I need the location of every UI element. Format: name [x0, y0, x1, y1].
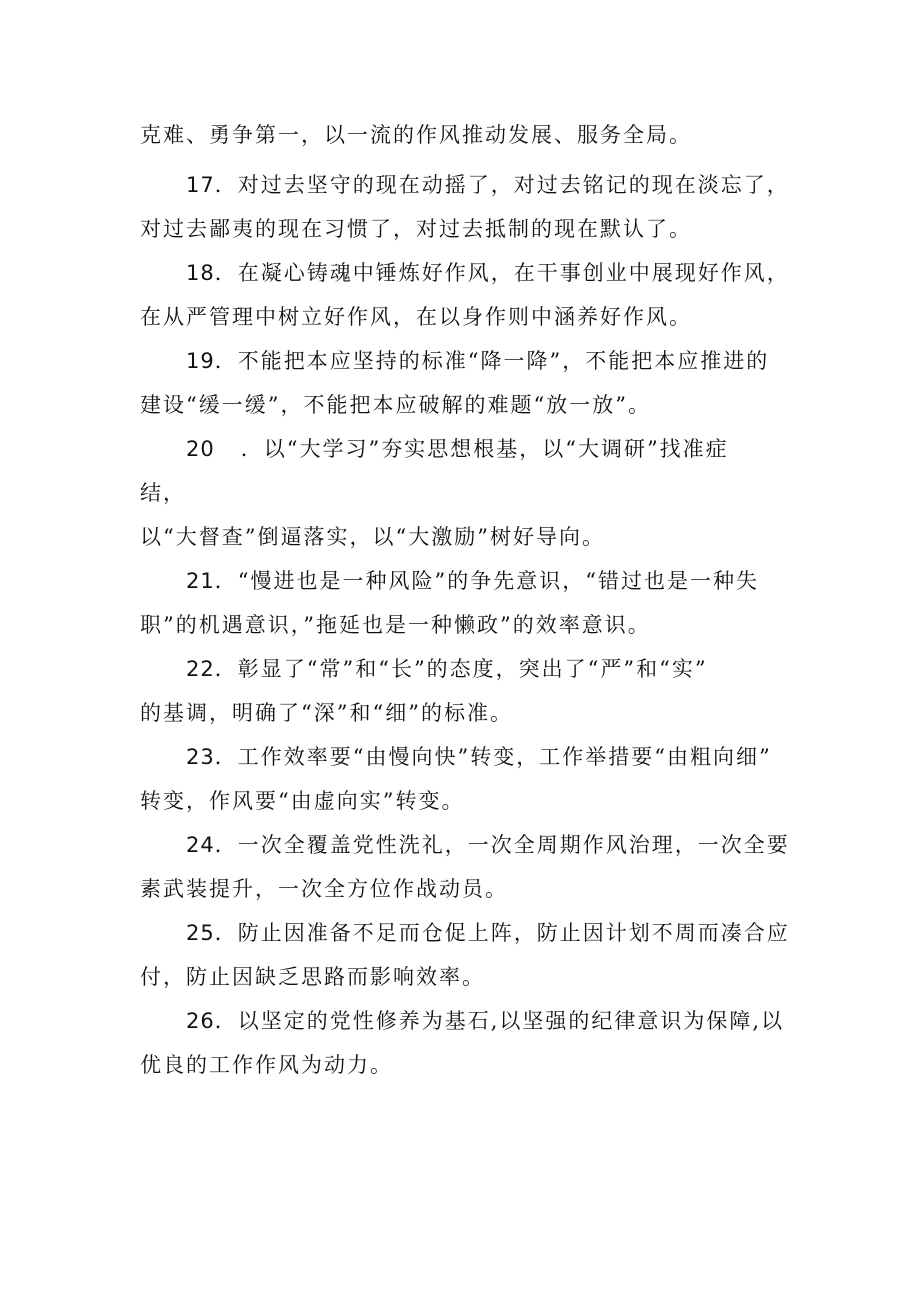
line-text: 素武装提升，一次全方位作战动员。	[140, 877, 508, 901]
line-text: 优良的工作作风为动力。	[140, 1053, 393, 1077]
item-21-line-1	[186, 566, 759, 596]
line-text: 的基调，明确了“深”和“细”的标准。	[140, 701, 513, 725]
item-25-line-1	[186, 918, 790, 948]
item-18-line-2	[140, 302, 692, 332]
line-text: ．工作效率要“由慢向快”转变，工作举措要“由粗向细”	[214, 745, 772, 769]
item-20-line-3	[140, 522, 605, 552]
item-number: 23	[186, 745, 215, 769]
item-number: 26	[186, 1009, 215, 1033]
line-text: ．以“大学习”夯实思想根基，以“大调研”找准症	[240, 437, 729, 461]
line-text: ．“慢进也是一种风险”的争先意识，“错过也是一种失	[214, 569, 759, 593]
item-25-line-2	[140, 962, 485, 992]
item-19-line-2	[140, 390, 651, 420]
item-number: 20	[186, 437, 215, 461]
item-number: 25	[186, 921, 215, 945]
line-1	[140, 120, 692, 150]
line-text: ．彰显了“常”和“长”的态度，突出了“严”和“实”	[214, 657, 708, 681]
item-number: 19	[186, 349, 215, 373]
line-text: ．以坚定的党性修养为基石,以坚强的纪律意识为保障,以	[214, 1009, 785, 1033]
line-text: 建设“缓一缓”，不能把本应破解的难题“放一放”。	[140, 393, 651, 417]
item-22-line-1	[186, 654, 708, 684]
item-18-line-1	[186, 258, 790, 288]
line-text: 职”的机遇意识，”拖延也是一种懒政”的效率意识。	[140, 613, 651, 637]
line-text: 转变，作风要“由虚向实”转变。	[140, 789, 465, 813]
item-22-line-2	[140, 698, 513, 728]
line-text: 结，	[140, 481, 186, 505]
line-text: 克难、勇争第一，以一流的作风推动发展、服务全局。	[140, 123, 692, 147]
line-text: 对过去鄙夷的现在习惯了，对过去抵制的现在默认了。	[140, 217, 692, 241]
item-number: 24	[186, 833, 215, 857]
item-19-line-1	[186, 346, 769, 376]
line-text: ．不能把本应坚持的标准“降一降”，不能把本应推进的	[214, 349, 770, 373]
item-21-line-2	[140, 610, 651, 640]
item-number: 21	[186, 569, 215, 593]
item-20-line-1	[186, 434, 729, 464]
line-text: 付，防止因缺乏思路而影响效率。	[140, 965, 485, 989]
line-text: ．对过去坚守的现在动摇了，对过去铭记的现在淡忘了，	[214, 173, 790, 197]
line-text: 以“大督查”倒逼落实，以“大激励”树好导向。	[140, 525, 605, 549]
item-23-line-1	[186, 742, 772, 772]
item-23-line-2	[140, 786, 464, 816]
item-17-line-1	[186, 170, 790, 200]
item-26-line-2	[140, 1050, 393, 1080]
item-number: 18	[186, 261, 215, 285]
item-24-line-1	[186, 830, 790, 860]
line-text: ．一次全覆盖党性洗礼，一次全周期作风治理，一次全要	[214, 833, 790, 857]
item-26-line-1	[186, 1006, 784, 1036]
item-20-line-2	[140, 478, 186, 508]
item-24-line-2	[140, 874, 508, 904]
item-number: 17	[186, 173, 215, 197]
item-17-line-2	[140, 214, 692, 244]
item-number: 22	[186, 657, 215, 681]
line-text: ．防止因准备不足而仓促上阵，防止因计划不周而凑合应	[214, 921, 790, 945]
line-text: 在从严管理中树立好作风，在以身作则中涵养好作风。	[140, 305, 692, 329]
line-text: ．在凝心铸魂中锤炼好作风，在干事创业中展现好作风，	[214, 261, 790, 285]
